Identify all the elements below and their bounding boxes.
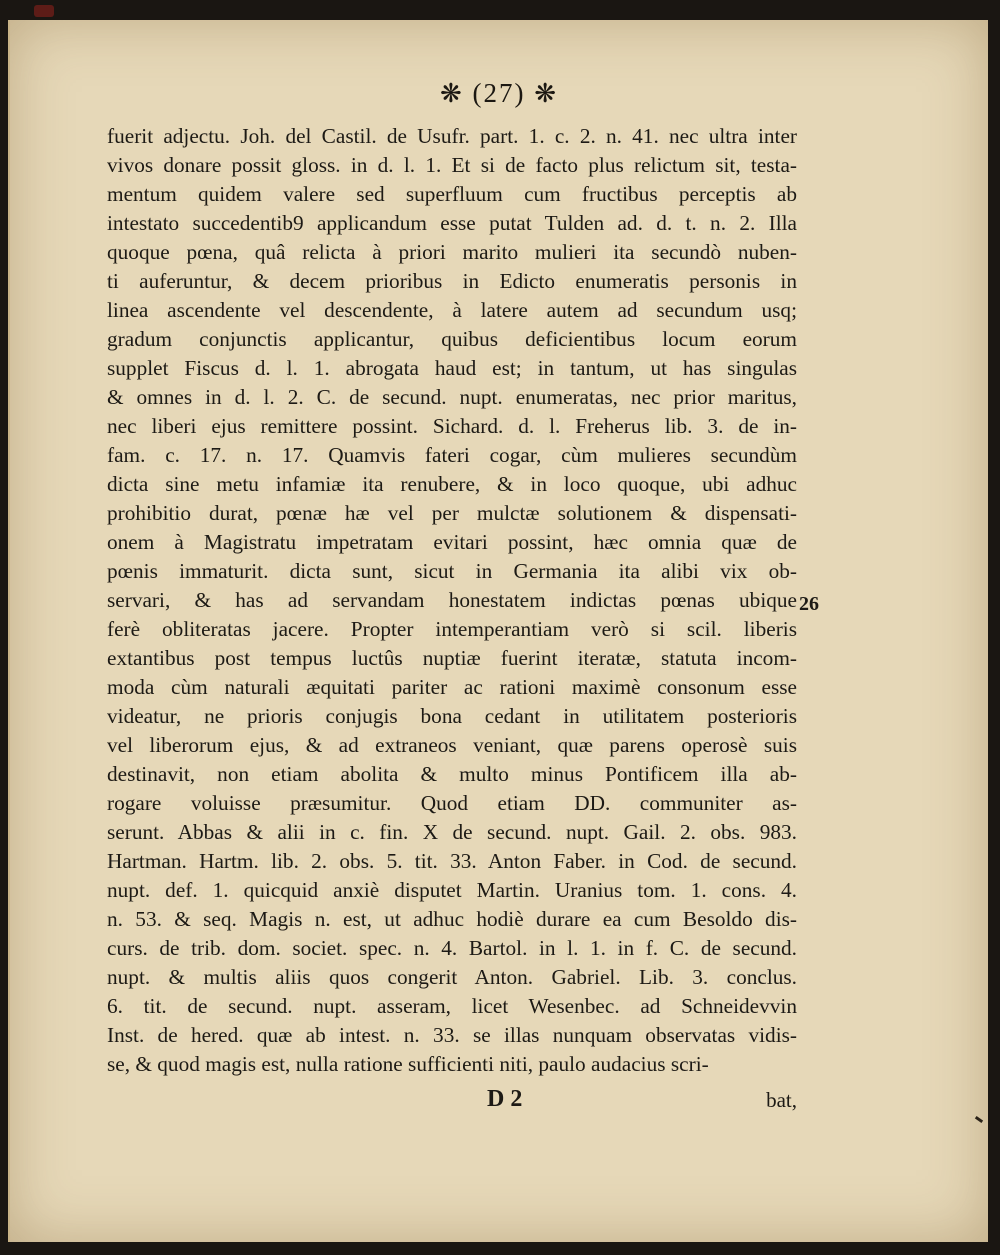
text-line: supplet Fiscus d. l. 1. abrogata haud est; in tantum, ut has singulas — [107, 356, 797, 380]
text-line: se, & quod magis est, nulla ratione sufficienti niti, paulo audacius scri- — [107, 1052, 709, 1076]
text-line: onem à Magistratu impetratam evitari possint, hæc omnia quæ de — [107, 530, 797, 554]
paper-speck — [975, 1116, 983, 1123]
text-line: vel liberorum ejus, & ad extraneos veniant, quæ parens operosè suis — [107, 733, 797, 757]
text-line: nupt. def. 1. quicquid anxiè disputet Martin. Uranius tom. 1. cons. 4. — [107, 878, 797, 902]
text-line: moda cùm naturali æquitati pariter ac rationi maximè consonum esse — [107, 675, 797, 699]
text-line: vivos donare possit gloss. in d. l. 1. Et si de facto plus relictum sit, testa- — [107, 153, 797, 177]
text-line: fam. c. 17. n. 17. Quamvis fateri cogar, cùm mulieres secundùm — [107, 443, 797, 467]
text-line: 6. tit. de secund. nupt. asseram, licet Wesenbec. ad Schneidevvin — [107, 994, 797, 1018]
text-line: fuerit adjectu. Joh. del Castil. de Usufr. part. 1. c. 2. n. 41. nec ultra inter — [107, 124, 797, 148]
margin-note-number: 26 — [799, 593, 819, 615]
flower-ornament-icon: ❋ — [534, 79, 559, 108]
text-line: quoque pœna, quâ relicta à priori marito mulieri ita secundò nuben- — [107, 240, 797, 264]
text-line: dicta sine metu infamiæ ita renubere, & in loco quoque, ubi adhuc — [107, 472, 797, 496]
text-line: intestato succedentib9 applicandum esse putat Tulden ad. d. t. n. 2. Illa — [107, 211, 797, 235]
text-line: Inst. de hered. quæ ab intest. n. 33. se illas nunquam observatas vidis- — [107, 1023, 797, 1047]
text-line: ferè obliteratas jacere. Propter intemperantiam verò si scil. liberis — [107, 617, 797, 641]
text-line: prohibitio durat, pœnæ hæ vel per mulctæ solutionem & dispensati- — [107, 501, 797, 525]
text-line: ti auferuntur, & decem prioribus in Edicto enumeratis personis in — [107, 269, 797, 293]
page-number: (27) — [472, 78, 526, 108]
text-line: nec liberi ejus remittere possint. Sichard. d. l. Freherus lib. 3. de in- — [107, 414, 797, 438]
page-header — [10, 78, 988, 109]
catchword: bat, — [766, 1088, 797, 1112]
flower-ornament-icon: ❋ — [439, 79, 464, 108]
text-line: curs. de trib. dom. societ. spec. n. 4. Bartol. in l. 1. in f. C. de secund. — [107, 936, 797, 960]
book-page — [8, 20, 988, 1242]
binding-stain — [34, 5, 54, 17]
text-line: & omnes in d. l. 2. C. de secund. nupt. enumeratas, nec prior maritus, — [107, 385, 797, 409]
text-line: destinavit, non etiam abolita & multo minus Pontificem illa ab- — [107, 762, 797, 786]
page-footer — [107, 1084, 797, 1114]
text-line: extantibus post tempus luctûs nuptiæ fuerint iteratæ, statuta incom- — [107, 646, 797, 670]
signature-mark: D 2 — [487, 1086, 523, 1112]
text-line: mentum quidem valere sed superfluum cum fructibus perceptis ab — [107, 182, 797, 206]
body-text — [107, 122, 797, 1079]
text-line: videatur, ne prioris conjugis bona cedant in utilitatem posterioris — [107, 704, 797, 728]
text-line: gradum conjunctis applicantur, quibus deficientibus locum eorum — [107, 327, 797, 351]
text-line: pœnis immaturit. dicta sunt, sicut in Germania ita alibi vix ob- — [107, 559, 797, 583]
text-line: nupt. & multis aliis quos congerit Anton. Gabriel. Lib. 3. conclus. — [107, 965, 797, 989]
text-line: serunt. Abbas & alii in c. fin. X de secund. nupt. Gail. 2. obs. 983. — [107, 820, 797, 844]
text-line: n. 53. & seq. Magis n. est, ut adhuc hodiè durare ea cum Besoldo dis- — [107, 907, 797, 931]
text-line: linea ascendente vel descendente, à latere autem ad secundum usq; — [107, 298, 797, 322]
text-line: rogare voluisse præsumitur. Quod etiam DD. communiter as- — [107, 791, 797, 815]
text-line: Hartman. Hartm. lib. 2. obs. 5. tit. 33. Anton Faber. in Cod. de secund. — [107, 849, 797, 873]
text-line: servari, & has ad servandam honestatem indictas pœnas ubique — [107, 588, 797, 612]
